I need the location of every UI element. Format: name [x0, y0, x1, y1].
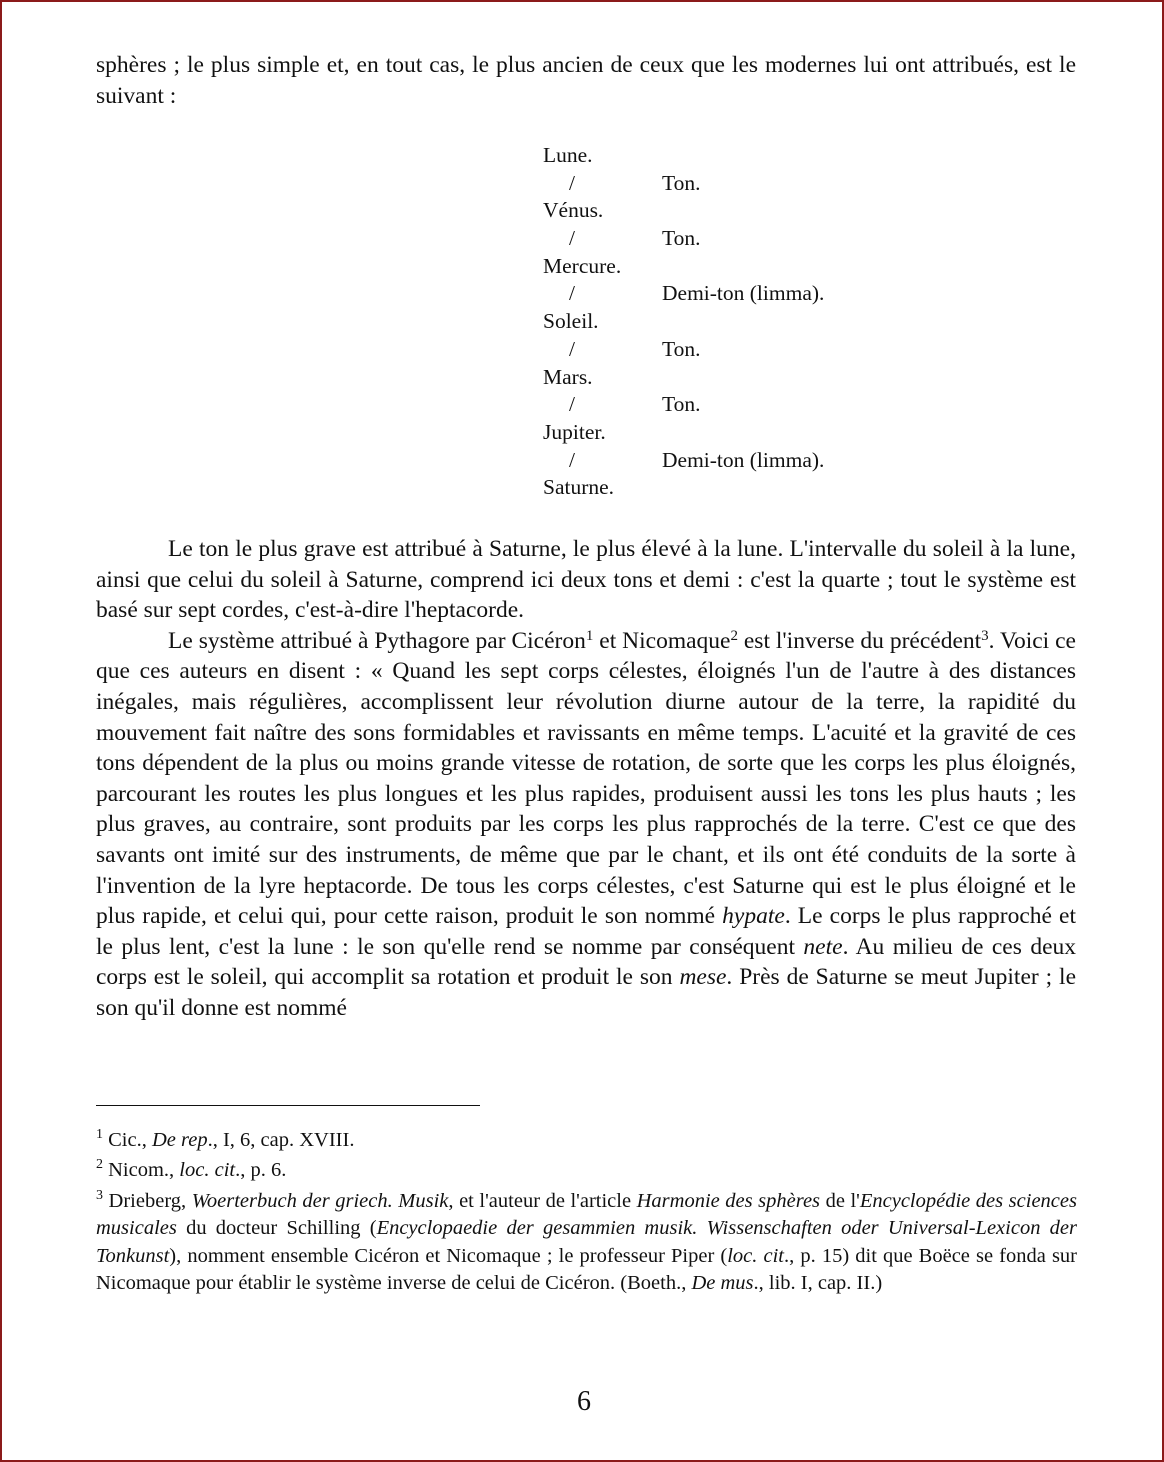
planet-name: Mercure. — [543, 253, 622, 278]
page-number: 6 — [577, 1386, 591, 1417]
interval-separator: / — [569, 226, 575, 251]
footnote-number: 1 — [96, 1127, 103, 1142]
planet-name: Jupiter. — [543, 419, 606, 444]
planet-name: Vénus. — [543, 198, 604, 223]
paragraph-text: . Voici ce que ces auteurs en disent : « Quand les sept corps célestes, éloignés l'un de l'autre à des distances inégales, mais régulières, accomplissent leur révolution diurne autour de la terre, la rapidité du mouvement fait naître des sons formidables et ravissants en même temps. L'acuité et la gravité de ces tons dépendent de la plus ou moins grande vitesse de rotation, de sorte que les corps les plus éloignés, parcourant les routes les plus longues et les plus rapides, produisent aussi les tons les plus hauts ; les plus graves, au contraire, sont produits par les corps les plus rapprochés de la terre. C'est ce que des savants ont imité sur des instruments, de même que par le chant, et ils ont été conduits de la sorte à l'invention de la lyre heptacorde. De tous les corps célestes, c'est Saturne qui est le plus éloigné et le plus rapide, et celui qui, pour cette raison, produit le son nommé — [96, 627, 1076, 930]
paragraph-system-cicero — [96, 626, 1076, 1024]
footnote-2 — [96, 1157, 1077, 1184]
interval-separator: / — [569, 392, 575, 417]
footnote-text: du docteur Schilling ( — [176, 1217, 377, 1240]
interval-name: Demi-ton (limma). — [662, 281, 825, 306]
footnote-number: 2 — [96, 1157, 103, 1173]
main-text — [96, 534, 1076, 1024]
footnote-ref-3[interactable]: 3 — [981, 627, 989, 644]
footnote-1 — [96, 1127, 1077, 1154]
term-mese: mese — [679, 964, 727, 991]
paragraph-intervals: Le ton le plus grave est attribué à Saturne, le plus élevé à la lune. L'intervalle du soleil à la lune, ainsi que celui du soleil à Saturne, comprend ici deux tons et demi : c'est la quarte ; tout le système est basé sur sept cordes, c'est-à-dire l'heptacorde. — [96, 536, 1076, 624]
footnote-divider — [96, 1105, 480, 1106]
footnote-text: Nicom., — [103, 1159, 180, 1182]
footnote-title: Encyclopaedie der gesammien musik. Wissenschaften oder Universal-Lexicon der Tonkunst — [96, 1217, 1077, 1267]
footnote-title: loc. cit — [179, 1159, 236, 1182]
footnote-3 — [96, 1188, 1077, 1298]
interval-name: Ton. — [662, 336, 701, 361]
paragraph-text: Le système attribué à Pythagore par Cicéron — [168, 627, 586, 654]
footnote-text: ., p. 15) dit que Boëce se fonda sur Nicomaque pour établir le système inverse de celui de Cicéron. (Boeth., — [96, 1244, 1077, 1295]
paragraph-text: . Au milieu de ces deux corps est le soleil, qui accomplit sa rotation et produit le son — [96, 933, 1076, 991]
interval-name: Ton. — [662, 170, 701, 195]
top-paragraph: sphères ; le plus simple et, en tout cas, le plus ancien de ceux que les modernes lui ont attribués, est le suivant : — [96, 52, 1076, 109]
interval-name: Ton. — [662, 226, 701, 251]
footnote-text: , et l'auteur de l'article — [448, 1189, 637, 1212]
footnote-title: De rep — [151, 1129, 208, 1151]
footnote-text: Cic., — [103, 1129, 152, 1151]
footnotes — [96, 1127, 1077, 1300]
planet-name: Mars. — [543, 364, 593, 389]
interval-name: Demi-ton (limma). — [662, 447, 825, 472]
paragraph-text: . Le corps le plus rapproché et le plus lent, c'est la lune : le son qu'elle rend se nomme par conséquent — [96, 903, 1076, 960]
footnote-ref-1[interactable]: 1 — [585, 627, 594, 644]
footnote-text: de l' — [820, 1189, 860, 1212]
term-nete: nete — [803, 933, 843, 960]
interval-separator: / — [569, 447, 575, 472]
footnote-title: Harmonie des sphères — [636, 1189, 821, 1212]
footnote-title: Woerterbuch der griech. Musik — [191, 1189, 449, 1212]
footnote-ref-2[interactable]: 2 — [730, 627, 738, 644]
interval-separator: / — [569, 336, 575, 361]
term-hypate: hypate — [722, 903, 785, 930]
footnote-title: De mus — [691, 1272, 754, 1295]
footnote-number: 3 — [96, 1187, 103, 1203]
interval-name: Ton. — [662, 392, 701, 417]
footnote-text: ., lib. I, cap. II.) — [753, 1272, 883, 1295]
footnote-text: ., I, 6, cap. XVIII. — [207, 1129, 355, 1151]
footnote-title: Encyclopédie des sciences musicales — [96, 1189, 1077, 1240]
paragraph-text: . Près de Saturne se meut Jupiter ; le son qu'il donne est nommé — [96, 964, 1076, 1021]
interval-separator: / — [569, 281, 575, 306]
planet-name: Soleil. — [543, 309, 599, 334]
footnote-text: ., p. 6. — [235, 1159, 287, 1182]
planet-name: Saturne. — [543, 475, 615, 500]
footnote-text: Drieberg, — [103, 1189, 192, 1212]
interval-separator: / — [569, 170, 575, 195]
footnote-text: ), nomment ensemble Cicéron et Nicomaque ; le professeur Piper ( — [169, 1244, 728, 1267]
paragraph-text: et Nicomaque — [593, 627, 731, 654]
planet-name: Lune. — [543, 143, 593, 167]
footnote-title: loc. cit — [727, 1244, 784, 1267]
paragraph-text: est l'inverse du précédent — [737, 627, 982, 654]
